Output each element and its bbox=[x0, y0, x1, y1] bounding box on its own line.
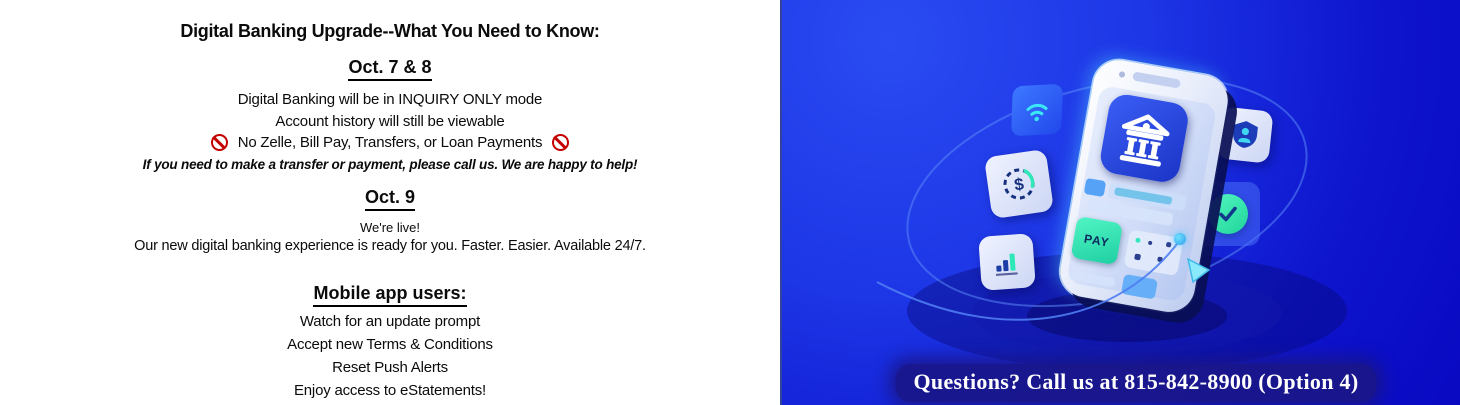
questions-call-us-caption: Questions? Call us at 815-842-8900 (Option 4) bbox=[896, 364, 1377, 402]
section-heading-oct-7-8: Oct. 7 & 8 bbox=[0, 57, 780, 81]
section-heading-oct-9: Oct. 9 bbox=[0, 187, 780, 211]
screen-list-chip bbox=[1084, 178, 1106, 197]
oct78-line-account-history: Account history will still be viewable bbox=[275, 113, 505, 130]
mobile-line-update-prompt: Watch for an update prompt bbox=[299, 313, 481, 330]
no-symbol-icon bbox=[552, 134, 569, 151]
mobile-line-push-alerts: Reset Push Alerts bbox=[332, 359, 448, 376]
mobile-line-terms: Accept new Terms & Conditions bbox=[287, 336, 493, 353]
oct78-line-inquiry-only: Digital Banking will be in INQUIRY ONLY mode bbox=[237, 91, 543, 108]
oct78-call-us-note: If you need to make a transfer or payment, please call us. We are happy to help! bbox=[142, 157, 638, 172]
oct9-line-ready: Our new digital banking experience is ready for you. Faster. Easier. Available 24/7. bbox=[134, 238, 646, 254]
dollar-coin-icon bbox=[984, 149, 1054, 219]
mobile-banking-illustration bbox=[780, 0, 1460, 405]
page-title: Digital Banking Upgrade--What You Need to Know: bbox=[180, 21, 600, 41]
check-circle bbox=[1208, 194, 1248, 234]
no-services-text: No Zelle, Bill Pay, Transfers, or Loan Payments bbox=[237, 134, 543, 151]
bank-icon bbox=[1098, 92, 1191, 185]
wifi-icon bbox=[1011, 84, 1063, 137]
phone-speaker bbox=[1132, 71, 1181, 88]
oct9-line-live: We're live! bbox=[359, 220, 421, 235]
mobile-line-estatements: Enjoy access to eStatements! bbox=[293, 382, 486, 399]
svg-text:$: $ bbox=[1013, 174, 1026, 195]
section-heading-mobile-users: Mobile app users: bbox=[0, 283, 780, 307]
bar-chart-icon bbox=[978, 233, 1036, 291]
orbit-node-dot bbox=[1174, 233, 1186, 245]
pay-button: PAY bbox=[1070, 216, 1123, 265]
oct78-line-no-services bbox=[0, 134, 780, 151]
cursor-icon bbox=[1186, 258, 1212, 286]
phone-camera-dot bbox=[1119, 71, 1126, 78]
no-symbol-icon bbox=[211, 134, 228, 151]
